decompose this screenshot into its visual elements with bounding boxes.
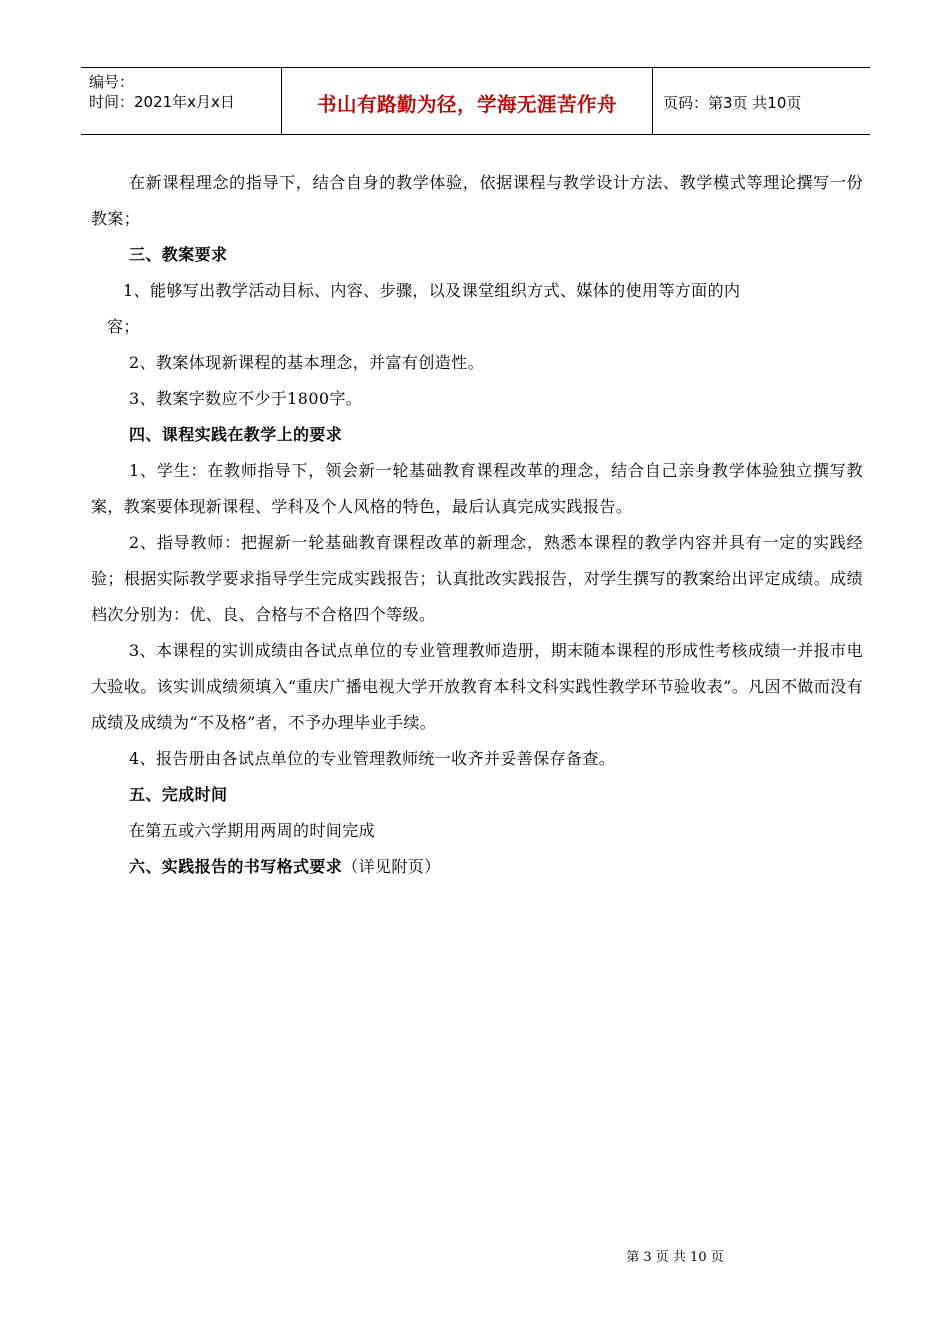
section4-item-2: 2、指导教师：把握新一轮基础教育课程改革的新理念，熟悉本课程的教学内容并具有一定的实践经验；根据实际教学要求指导学生完成实践报告；认真批改实践报告，对学生撰写的教案给出评定成绩。成绩档次分别为：优、良、合格与不合格四个等级。 xyxy=(91,533,863,624)
section3-item-1 xyxy=(91,273,863,345)
section-heading-4: 四、课程实践在教学上的要求 xyxy=(129,425,343,444)
page-header xyxy=(81,67,870,135)
document-date-label: 时间：2021年x月x日 xyxy=(89,93,235,111)
section3-item-3: 3、教案字数应不少于1800字。 xyxy=(129,389,363,408)
document-number-label: 编号： xyxy=(89,73,135,91)
section-heading-3: 三、教案要求 xyxy=(129,245,228,264)
section-heading-6 xyxy=(91,849,863,885)
page-footer: 第 3 页 共 10 页 xyxy=(626,1250,724,1265)
section4-item-3: 3、本课程的实训成绩由各试点单位的专业管理教师造册，期末随本课程的形成性考核成绩一并报市电大验收。该实训成绩须填入“重庆广播电视大学开放教育本科文科实践性教学环节验收表”。凡因不做而没有成绩及成绩为“不及格”者，不予办理毕业手续。 xyxy=(91,641,863,732)
header-meta xyxy=(81,68,281,134)
section6-note: （详见附页） xyxy=(342,857,441,876)
section3-item-1-line1: 1、能够写出教学活动目标、内容、步骤，以及课堂组织方式、媒体的使用等方面的内 xyxy=(123,281,741,300)
intro-paragraph: 在新课程理念的指导下，结合自身的教学体验，依据课程与教学设计方法、教学模式等理论撰写一份教案； xyxy=(91,173,863,228)
section4-item-1: 1、学生：在教师指导下，领会新一轮基础教育课程改革的理念，结合自己亲身教学体验独立撰写教案，教案要体现新课程、学科及个人风格的特色，最后认真完成实践报告。 xyxy=(91,461,863,516)
section5-text: 在第五或六学期用两周的时间完成 xyxy=(129,821,376,840)
section6-title: 六、实践报告的书写格式要求 xyxy=(129,857,343,876)
header-page-info: 页码：第3页 共10页 xyxy=(663,93,802,112)
document-body xyxy=(91,165,863,885)
header-motto: 书山有路勤为径，学海无涯苦作舟 xyxy=(281,68,653,134)
section4-item-4: 4、报告册由各试点单位的专业管理教师统一收齐并妥善保存备查。 xyxy=(129,749,616,768)
section-heading-5: 五、完成时间 xyxy=(129,785,228,804)
section3-item-2: 2、教案体现新课程的基本理念，并富有创造性。 xyxy=(129,353,484,372)
section3-item-1-line2: 容； xyxy=(107,317,140,336)
